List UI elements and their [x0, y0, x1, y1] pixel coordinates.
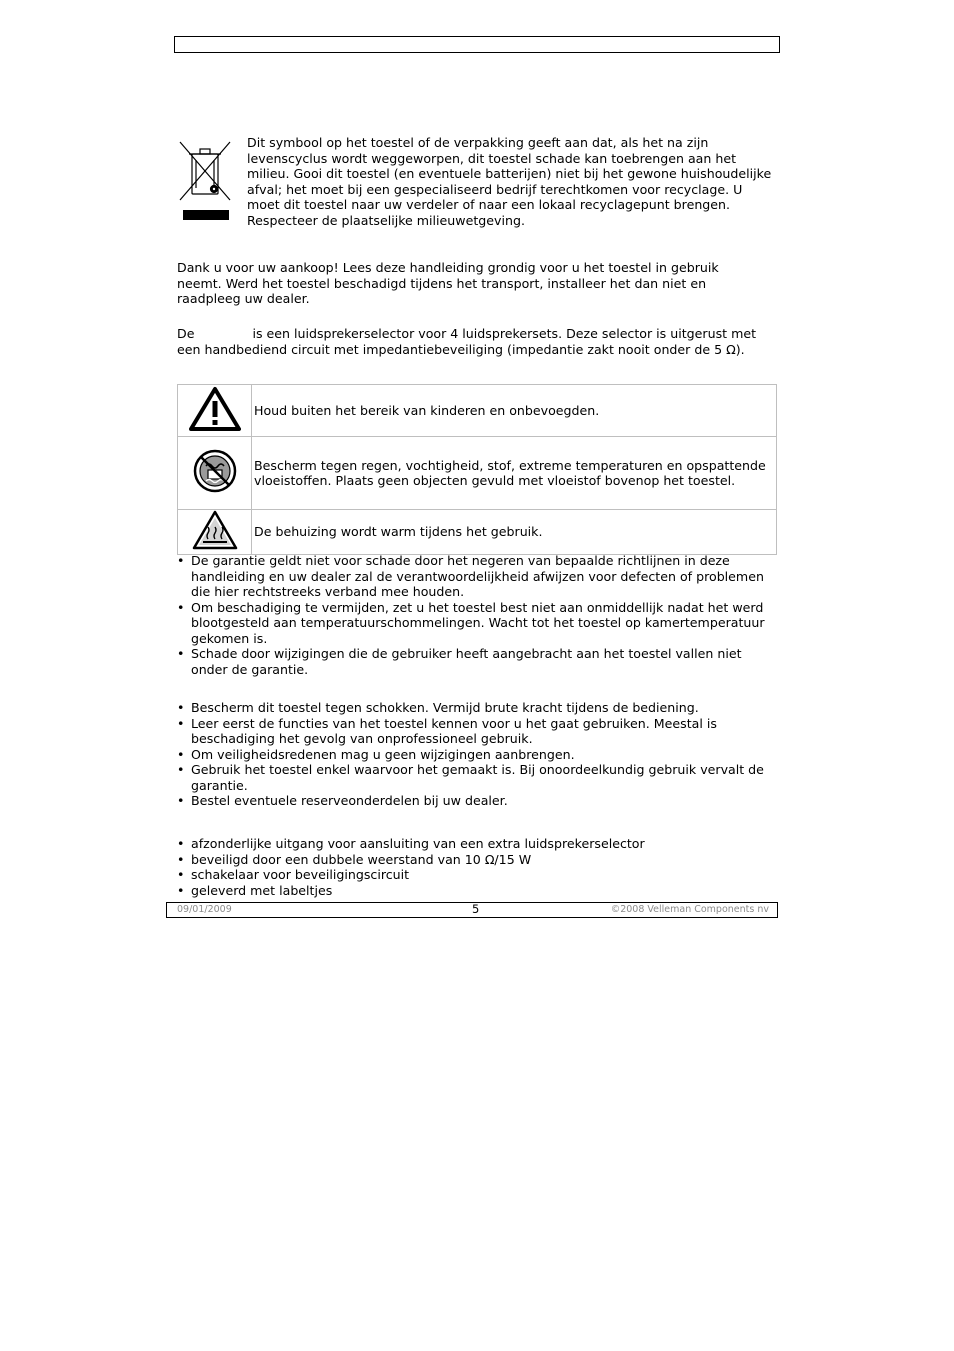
- safety-icon-cell: [178, 385, 252, 437]
- page-number: 5: [472, 902, 480, 916]
- description-paragraph: [177, 326, 767, 357]
- intro-paragraph: Dank u voor uw aankoop! Lees deze handleiding grondig voor u het toestel in gebruik neemt. Werd het toestel beschadigd tijdens het transport, installeer het dan niet en raadpleeg uw dealer.: [177, 260, 719, 306]
- warranty-list: [177, 553, 777, 677]
- crossed-bin-icon: [178, 140, 234, 224]
- safety-table: [177, 384, 777, 555]
- description-rest: is een luidsprekerselector voor 4 luidsprekersets. Deze selector is uitgerust met een handbediend circuit met impedantiebeveiliging (impedantie zakt nooit onder de 5 Ω).: [177, 326, 757, 357]
- footer-copyright: ©2008 Velleman Components nv: [610, 904, 769, 915]
- list-item: • Bescherm dit toestel tegen schokken. Vermijd brute kracht tijdens de bediening.: [177, 700, 777, 716]
- weee-notice: Dit symbool op het toestel of de verpakking geeft aan dat, als het na zijn levenscyclus wordt weggeworpen, dit toestel schade kan toebrengen aan het milieu. Gooi dit toestel (en eventuele batterijen) niet bij het gewone huishoudelijke afval; het moet bij een gespecialiseerd bedrijf terechtkomen voor recyclage. U moet dit toestel naar uw verdeler of naar een lokaal recyclagepunt brengen. Respecteer de plaatselijke milieuwetgeving.: [247, 135, 772, 228]
- features-list: [177, 836, 777, 898]
- list-item: • geleverd met labeltjes: [177, 883, 777, 899]
- list-item: • Gebruik het toestel enkel waarvoor het gemaakt is. Bij onoordeelkundig gebruik vervalt de garantie.: [177, 762, 777, 793]
- list-item: • Om veiligheidsredenen mag u geen wijzigingen aanbrengen.: [177, 747, 777, 763]
- list-item: • afzonderlijke uitgang voor aansluiting van een extra luidsprekerselector: [177, 836, 777, 852]
- footer: [166, 902, 778, 918]
- list-item: • Om beschadiging te vermijden, zet u het toestel best niet aan onmiddellijk nadat het werd blootgesteld aan temperatuurschommelingen. Wacht tot het toestel op kamertemperatuur gekomen is.: [177, 600, 777, 647]
- hot-surface-icon: [192, 510, 238, 550]
- safety-icon-cell: [178, 437, 252, 510]
- safety-row: [178, 437, 777, 510]
- list-item: • schakelaar voor beveiligingscircuit: [177, 867, 777, 883]
- safety-text: De behuizing wordt warm tijdens het gebruik.: [252, 510, 777, 555]
- safety-row: [178, 385, 777, 437]
- warning-triangle-icon: [189, 386, 241, 432]
- protect-from-water-icon: [192, 448, 238, 494]
- header-box: [174, 36, 780, 53]
- footer-date: 09/01/2009: [177, 904, 232, 915]
- list-item: • beveiligd door een dubbele weerstand van 10 Ω/15 W: [177, 852, 777, 868]
- safety-text: Houd buiten het bereik van kinderen en onbevoegden.: [252, 385, 777, 437]
- description-start: De: [177, 326, 195, 341]
- safety-text: Bescherm tegen regen, vochtigheid, stof, extreme temperaturen en opspattende vloeistoffen. Plaats geen objecten gevuld met vloeistof bovenop het toestel.: [252, 437, 777, 510]
- safety-icon-cell: [178, 510, 252, 555]
- list-item: • De garantie geldt niet voor schade door het negeren van bepaalde richtlijnen in deze handleiding en uw dealer zal de verantwoordelijkheid afwijzen voor defecten of problemen die hier rechtstreeks verband mee houden.: [177, 553, 777, 600]
- list-item: • Bestel eventuele reserveonderdelen bij uw dealer.: [177, 793, 777, 809]
- list-item: • Schade door wijzigingen die de gebruiker heeft aangebracht aan het toestel vallen niet onder de garantie.: [177, 646, 777, 677]
- guidelines-list: [177, 700, 777, 809]
- list-item: • Leer eerst de functies van het toestel kennen voor u het gaat gebruiken. Meestal is beschadiging het gevolg van onprofessioneel gebruik.: [177, 716, 777, 747]
- safety-row: [178, 510, 777, 555]
